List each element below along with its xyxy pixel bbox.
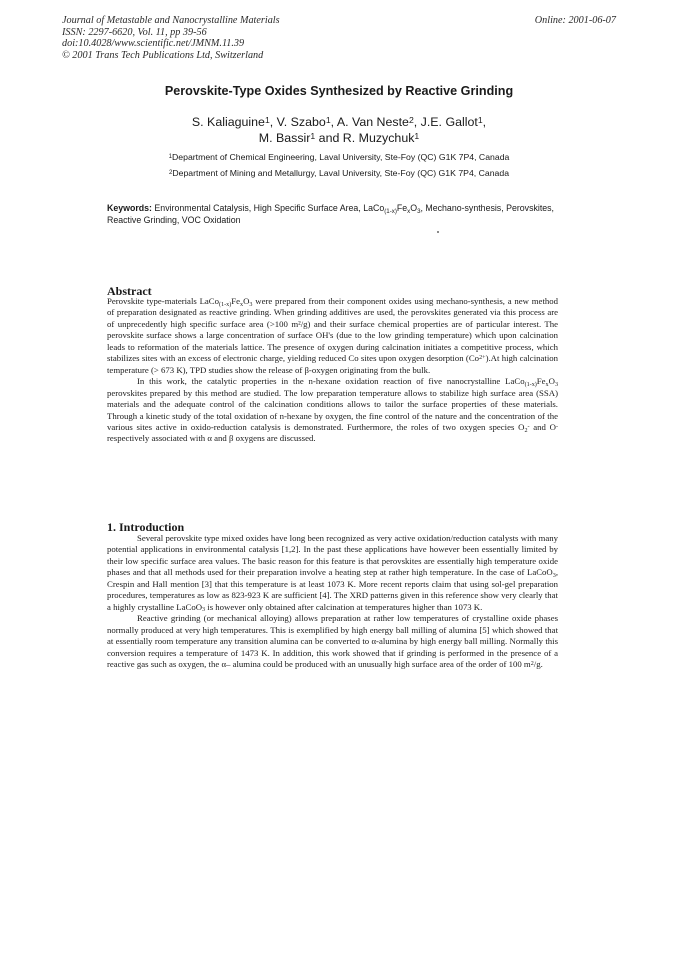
- author-name: J.E. Gallot: [420, 115, 478, 129]
- keywords: Keywords: Environmental Catalysis, High Specific Surface Area, $LaCo_{(1-x)}Fe_xO_3$, Mechano-synthesis, Perovskites, Reactive Grinding, VOC Oxidation: [107, 203, 555, 225]
- journal-doi[interactable]: doi:10.4028/www.scientific.net/JMNM.11.39: [62, 38, 245, 50]
- keywords-label: Keywords:: [107, 203, 152, 213]
- author-name: A. Van Neste: [336, 115, 409, 129]
- author-name: V. Szabo: [276, 115, 326, 129]
- affiliation-marker: 1: [414, 130, 420, 141]
- author-name: S. Kaliaguine: [191, 115, 265, 129]
- journal-issn: ISSN: 2297-6620, Vol. 11, pp 39-56: [62, 26, 207, 38]
- affiliation-2: $^2$Department of Mining and Metallurgy, Laval University, Ste-Foy (QC) G1K 7P4, Canada: [168, 168, 510, 178]
- online-date: Online: 2001-06-07: [534, 15, 616, 26]
- author-list: [0, 114, 678, 146]
- affiliation-marker: 1: [477, 114, 483, 125]
- affiliation-marker: 2: [408, 114, 414, 125]
- journal-header: [62, 15, 280, 61]
- author-name: M. Bassir: [258, 131, 311, 145]
- abstract-heading: Abstract: [107, 284, 152, 298]
- introduction-paragraph-1: Several perovskite type mixed oxides have long been recognized as very active oxidation/reduction catalysts with many potential applications in environmental catalysis [1,2]. In the past these applications have however been essentially limited by their low specific surface area values. The basic reason for this feature is that perovskites are essentially high temperature oxide phases and that all methods used for their preparation involve a heating step at rather high temperature. In the case of LaCoO$_3$, Crespin and Hall mention [3] that this temperature is at least 1073 K. More recent reports claim that using sol-gel preparation procedures, temperatures as low as 823-923 K are sufficient [4]. The XRD patterns given in this reference show very clearly that a highly crystalline LaCoO$_3$ is however only obtained after calcination at temperatures higher than 1073 K.: [107, 533, 558, 614]
- stray-dot: [437, 231, 439, 233]
- author-name: R. Muzychuk: [342, 131, 415, 145]
- affiliation-marker: 1: [310, 130, 316, 141]
- abstract-paragraph-1: Perovskite type-materials $LaCo_{(1-x)}Fe_xO_3$ were prepared from their component oxides using mechano-synthesis, a new method of preparation designated as reactive grinding. When grinding additives are used, the perovskites generated via this process are of unprecedently high specific surface area (>100 m²/g) and their surface chemical properties are of particular interest. The perovskite surface shows a large concentration of surface OH's (due to the low grinding temperature) which upon calcination leads to reformation of the materials lattice. The presence of oxygen during calcination initiates a competitive process, which stabilizes sites with an excess of electronic charge, yielding reduced Co sites upon oxygen desorption $(Co^{2+}).At$ high calcination temperature (> 673 K), TPD studies show the release of β-oxygen originating from the bulk.: [107, 296, 559, 375]
- author-line-2: M. Bassir$^1$ and R. Muzychuk$^1$: [258, 130, 420, 145]
- abstract-paragraph-2: In this work, the catalytic properties in the n-hexane oxidation reaction of five nanocrystalline $LaCo_{(1-x)}Fe_xO_3$ perovskites prepared by this method are studied. The low preparation temperature allows to stabilize high surface area (SSA) materials and the adequate control of the calcination conditions allows to tailor the surface properties of these materials. Through a kinetic study of the total oxidation of n-hexane by oxygen, the fine control of the nature and the concentration of the various sites active in oxido-reduction catalysis is demonstrated. Furthermore, the roles of two oxygen species $O_2^-$ and O- respectively associated with α and β oxygens are discussed.: [107, 376, 558, 444]
- introduction-paragraph-2: Reactive grinding (or mechanical alloying) allows preparation at rather low temperatures of crystalline oxide phases normally produced at very high temperatures. This is exemplified by high energy ball milling of alumina [5] which showed that at essentially room temperature any transition alumina can be converted to α-alumina by high energy ball milling. Normally this conversion requires a temperature of 1473 K. In addition, this work showed that if grinding is performed in the presence of a reactive gas such as oxygen, the α– alumina could be produced with an unusually high surface area of the order of 100 $m^2/g$.: [107, 613, 558, 669]
- introduction-heading: 1. Introduction: [107, 520, 185, 534]
- author-line-1: S. Kaliaguine$^1$, V. Szabo$^1$, A. Van Neste$^2$, J.E. Gallot$^1$,: [191, 114, 487, 129]
- journal-name: Journal of Metastable and Nanocrystalline Materials: [62, 15, 280, 26]
- affiliation-marker: 1: [264, 114, 270, 125]
- affiliation-marker: 1: [325, 114, 331, 125]
- journal-copyright: © 2001 Trans Tech Publications Ltd, Switzerland: [62, 49, 264, 61]
- introduction-body: [107, 533, 558, 670]
- paper-title: Perovskite-Type Oxides Synthesized by Reactive Grinding: [164, 84, 514, 98]
- affiliation-1: $^1$Department of Chemical Engineering, Laval University, Ste-Foy (QC) G1K 7P4, Canada: [168, 152, 510, 162]
- abstract-body: [107, 296, 558, 445]
